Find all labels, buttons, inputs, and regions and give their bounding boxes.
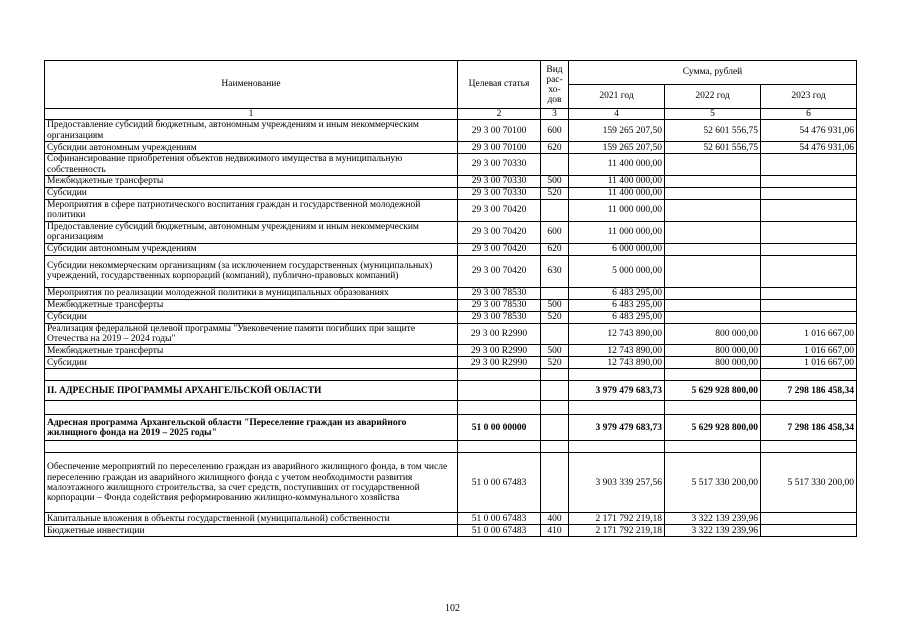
row-2021-cell: 11 000 000,00 bbox=[569, 221, 665, 243]
row-2023-cell: 1 016 667,00 bbox=[761, 357, 857, 369]
row-2023-cell bbox=[761, 287, 857, 299]
table-row bbox=[45, 311, 857, 323]
row-2022-cell bbox=[665, 255, 761, 287]
row-kind-cell bbox=[541, 154, 569, 176]
row-code-cell: 29 3 00 R2990 bbox=[458, 357, 541, 369]
row-2021-cell: 2 171 792 219,18 bbox=[569, 525, 665, 537]
col-number: 1 bbox=[45, 109, 458, 120]
row-kind-cell bbox=[541, 200, 569, 222]
row-kind-cell: 500 bbox=[541, 176, 569, 188]
row-2022-cell bbox=[665, 441, 761, 453]
row-2021-cell: 6 483 295,00 bbox=[569, 299, 665, 311]
row-code-cell bbox=[458, 381, 541, 401]
row-name-cell: Межбюджетные трансферты bbox=[45, 299, 458, 311]
row-2021-cell: 3 979 479 683,73 bbox=[569, 415, 665, 441]
row-name-cell: Мероприятия в сфере патриотического воспитания граждан и государственной молодежной политики bbox=[45, 200, 458, 222]
row-2023-cell: 7 298 186 458,34 bbox=[761, 381, 857, 401]
row-code-cell bbox=[458, 441, 541, 453]
row-2023-cell: 54 476 931,06 bbox=[761, 142, 857, 154]
row-2023-cell bbox=[761, 525, 857, 537]
col-number: 2 bbox=[458, 109, 541, 120]
row-2022-cell bbox=[665, 154, 761, 176]
row-2023-cell: 54 476 931,06 bbox=[761, 120, 857, 142]
row-2023-cell bbox=[761, 369, 857, 381]
row-kind-cell bbox=[541, 323, 569, 345]
row-2021-cell bbox=[569, 369, 665, 381]
table-row bbox=[45, 453, 857, 513]
row-name-cell: Субсидии bbox=[45, 311, 458, 323]
row-2022-cell: 52 601 556,75 bbox=[665, 142, 761, 154]
row-name-cell bbox=[45, 401, 458, 415]
row-2022-cell bbox=[665, 401, 761, 415]
row-name-cell: Адресная программа Архангельской области "Переселение граждан из аварийного жилищного фонда на 2019 – 2025 годы" bbox=[45, 415, 458, 441]
row-name-cell: Реализация федеральной целевой программы "Увековечение памяти погибших при защите Отечества на 2019 – 2024 годы" bbox=[45, 323, 458, 345]
row-name-cell: II. АДРЕСНЫЕ ПРОГРАММЫ АРХАНГЕЛЬСКОЙ ОБЛАСТИ bbox=[45, 381, 458, 401]
row-code-cell: 29 3 00 70420 bbox=[458, 221, 541, 243]
row-code-cell: 29 3 00 70330 bbox=[458, 154, 541, 176]
row-name-cell: Софинансирование приобретения объектов недвижимого имущества в муниципальную собственность bbox=[45, 154, 458, 176]
row-name-cell: Предоставление субсидий бюджетным, автономным учреждениям и иным некоммерческим организациям bbox=[45, 120, 458, 142]
row-code-cell: 29 3 00 78530 bbox=[458, 311, 541, 323]
row-kind-cell: 630 bbox=[541, 255, 569, 287]
table-row bbox=[45, 243, 857, 255]
row-name-cell: Предоставление субсидий бюджетным, автономным учреждениям и иным некоммерческим организациям bbox=[45, 221, 458, 243]
row-2021-cell: 3 979 479 683,73 bbox=[569, 381, 665, 401]
row-2021-cell: 6 000 000,00 bbox=[569, 243, 665, 255]
row-code-cell: 29 3 00 78530 bbox=[458, 299, 541, 311]
row-2023-cell bbox=[761, 255, 857, 287]
row-2023-cell bbox=[761, 401, 857, 415]
row-2021-cell: 159 265 207,50 bbox=[569, 120, 665, 142]
row-name-cell: Субсидии некоммерческим организациям (за исключением государственных (муниципальных) учреждений, государственных корпораций (компаний), публично-правовых компаний) bbox=[45, 255, 458, 287]
row-kind-cell: 500 bbox=[541, 299, 569, 311]
row-2021-cell: 11 400 000,00 bbox=[569, 154, 665, 176]
row-2021-cell: 11 400 000,00 bbox=[569, 188, 665, 200]
row-code-cell: 29 3 00 70420 bbox=[458, 243, 541, 255]
row-code-cell: 29 3 00 78530 bbox=[458, 287, 541, 299]
row-2022-cell: 800 000,00 bbox=[665, 345, 761, 357]
table-row bbox=[45, 154, 857, 176]
row-code-cell: 29 3 00 70100 bbox=[458, 142, 541, 154]
row-name-cell bbox=[45, 369, 458, 381]
row-2023-cell: 1 016 667,00 bbox=[761, 323, 857, 345]
row-2022-cell bbox=[665, 369, 761, 381]
header-year-2021: 2021 год bbox=[569, 85, 665, 109]
row-kind-cell: 400 bbox=[541, 513, 569, 525]
header-year-2023: 2023 год bbox=[761, 85, 857, 109]
header-expense-type: Вид рас-хо-дов bbox=[541, 61, 569, 109]
row-2023-cell bbox=[761, 441, 857, 453]
row-2021-cell bbox=[569, 441, 665, 453]
table-row bbox=[45, 287, 857, 299]
header-year-2022: 2022 год bbox=[665, 85, 761, 109]
budget-table bbox=[44, 60, 857, 537]
row-2023-cell bbox=[761, 176, 857, 188]
row-2023-cell bbox=[761, 243, 857, 255]
row-kind-cell: 520 bbox=[541, 311, 569, 323]
header-name: Наименование bbox=[45, 61, 458, 109]
row-2023-cell bbox=[761, 221, 857, 243]
row-name-cell: Субсидии bbox=[45, 357, 458, 369]
row-code-cell: 29 3 00 R2990 bbox=[458, 323, 541, 345]
table-row bbox=[45, 299, 857, 311]
table-row bbox=[45, 120, 857, 142]
table-row bbox=[45, 513, 857, 525]
row-2022-cell: 800 000,00 bbox=[665, 357, 761, 369]
row-2022-cell: 5 629 928 800,00 bbox=[665, 381, 761, 401]
row-2022-cell: 3 322 139 239,96 bbox=[665, 513, 761, 525]
row-code-cell bbox=[458, 369, 541, 381]
row-2021-cell: 159 265 207,50 bbox=[569, 142, 665, 154]
row-2021-cell: 3 903 339 257,56 bbox=[569, 453, 665, 513]
row-code-cell: 51 0 00 67483 bbox=[458, 513, 541, 525]
row-name-cell: Мероприятия по реализации молодежной политики в муниципальных образованиях bbox=[45, 287, 458, 299]
row-2023-cell bbox=[761, 200, 857, 222]
row-kind-cell: 520 bbox=[541, 357, 569, 369]
row-2022-cell bbox=[665, 299, 761, 311]
row-code-cell: 51 0 00 67483 bbox=[458, 453, 541, 513]
row-2023-cell: 5 517 330 200,00 bbox=[761, 453, 857, 513]
table-row bbox=[45, 200, 857, 222]
row-2022-cell bbox=[665, 287, 761, 299]
table-row bbox=[45, 255, 857, 287]
table-row bbox=[45, 221, 857, 243]
row-2022-cell bbox=[665, 311, 761, 323]
row-2022-cell: 5 629 928 800,00 bbox=[665, 415, 761, 441]
row-code-cell: 29 3 00 70420 bbox=[458, 255, 541, 287]
row-kind-cell: 600 bbox=[541, 221, 569, 243]
row-code-cell: 51 0 00 00000 bbox=[458, 415, 541, 441]
row-kind-cell bbox=[541, 415, 569, 441]
row-2023-cell bbox=[761, 188, 857, 200]
row-2022-cell bbox=[665, 221, 761, 243]
row-2022-cell bbox=[665, 176, 761, 188]
row-2022-cell: 800 000,00 bbox=[665, 323, 761, 345]
row-2022-cell bbox=[665, 188, 761, 200]
row-name-cell: Межбюджетные трансферты bbox=[45, 176, 458, 188]
row-kind-cell: 620 bbox=[541, 243, 569, 255]
table-row bbox=[45, 369, 857, 381]
row-name-cell: Субсидии автономным учреждениям bbox=[45, 142, 458, 154]
row-kind-cell: 620 bbox=[541, 142, 569, 154]
row-code-cell: 29 3 00 70330 bbox=[458, 188, 541, 200]
table-row bbox=[45, 381, 857, 401]
row-code-cell: 29 3 00 70100 bbox=[458, 120, 541, 142]
col-number: 4 bbox=[569, 109, 665, 120]
row-2022-cell bbox=[665, 243, 761, 255]
table-row bbox=[45, 345, 857, 357]
row-code-cell bbox=[458, 401, 541, 415]
row-name-cell: Субсидии автономным учреждениям bbox=[45, 243, 458, 255]
page-number: 102 bbox=[445, 603, 460, 614]
row-name-cell bbox=[45, 441, 458, 453]
row-code-cell: 29 3 00 70420 bbox=[458, 200, 541, 222]
row-kind-cell: 410 bbox=[541, 525, 569, 537]
table-row bbox=[45, 142, 857, 154]
row-2021-cell: 12 743 890,00 bbox=[569, 323, 665, 345]
row-2022-cell: 5 517 330 200,00 bbox=[665, 453, 761, 513]
header-article: Целевая статья bbox=[458, 61, 541, 109]
table-row bbox=[45, 176, 857, 188]
row-kind-cell: 500 bbox=[541, 345, 569, 357]
row-kind-cell bbox=[541, 401, 569, 415]
row-2023-cell bbox=[761, 513, 857, 525]
row-2023-cell bbox=[761, 311, 857, 323]
row-2021-cell: 6 483 295,00 bbox=[569, 287, 665, 299]
row-2023-cell: 7 298 186 458,34 bbox=[761, 415, 857, 441]
row-name-cell: Межбюджетные трансферты bbox=[45, 345, 458, 357]
row-2023-cell bbox=[761, 154, 857, 176]
row-2021-cell: 11 400 000,00 bbox=[569, 176, 665, 188]
row-2021-cell bbox=[569, 401, 665, 415]
table-row bbox=[45, 188, 857, 200]
col-number: 6 bbox=[761, 109, 857, 120]
row-2022-cell bbox=[665, 200, 761, 222]
row-2022-cell: 3 322 139 239,96 bbox=[665, 525, 761, 537]
table-row bbox=[45, 323, 857, 345]
row-code-cell: 51 0 00 67483 bbox=[458, 525, 541, 537]
row-2021-cell: 6 483 295,00 bbox=[569, 311, 665, 323]
header-sum: Сумма, рублей bbox=[569, 61, 857, 85]
row-kind-cell bbox=[541, 381, 569, 401]
row-2023-cell bbox=[761, 299, 857, 311]
row-code-cell: 29 3 00 R2990 bbox=[458, 345, 541, 357]
row-2021-cell: 5 000 000,00 bbox=[569, 255, 665, 287]
table-row bbox=[45, 441, 857, 453]
row-kind-cell bbox=[541, 441, 569, 453]
row-kind-cell bbox=[541, 453, 569, 513]
row-kind-cell bbox=[541, 287, 569, 299]
row-2021-cell: 12 743 890,00 bbox=[569, 345, 665, 357]
row-2023-cell: 1 016 667,00 bbox=[761, 345, 857, 357]
table-row bbox=[45, 401, 857, 415]
row-name-cell: Капитальные вложения в объекты государственной (муниципальной) собственности bbox=[45, 513, 458, 525]
row-name-cell: Обеспечение мероприятий по переселению граждан из аварийного жилищного фонда, в том числе переселению граждан из аварийного жилищного фонда с учетом необходимости развития малоэтажного жилищного строительства, за счет средств, поступивших от государственной корпорации – Фонда содействия реформированию жилищно-коммунального хозяйства bbox=[45, 453, 458, 513]
table-row bbox=[45, 525, 857, 537]
row-2021-cell: 12 743 890,00 bbox=[569, 357, 665, 369]
col-number: 3 bbox=[541, 109, 569, 120]
row-kind-cell bbox=[541, 369, 569, 381]
row-kind-cell: 600 bbox=[541, 120, 569, 142]
col-number: 5 bbox=[665, 109, 761, 120]
row-kind-cell: 520 bbox=[541, 188, 569, 200]
table-row bbox=[45, 357, 857, 369]
table-row bbox=[45, 415, 857, 441]
row-2022-cell: 52 601 556,75 bbox=[665, 120, 761, 142]
row-name-cell: Субсидии bbox=[45, 188, 458, 200]
row-2021-cell: 11 000 000,00 bbox=[569, 200, 665, 222]
row-2021-cell: 2 171 792 219,18 bbox=[569, 513, 665, 525]
row-name-cell: Бюджетные инвестиции bbox=[45, 525, 458, 537]
row-code-cell: 29 3 00 70330 bbox=[458, 176, 541, 188]
